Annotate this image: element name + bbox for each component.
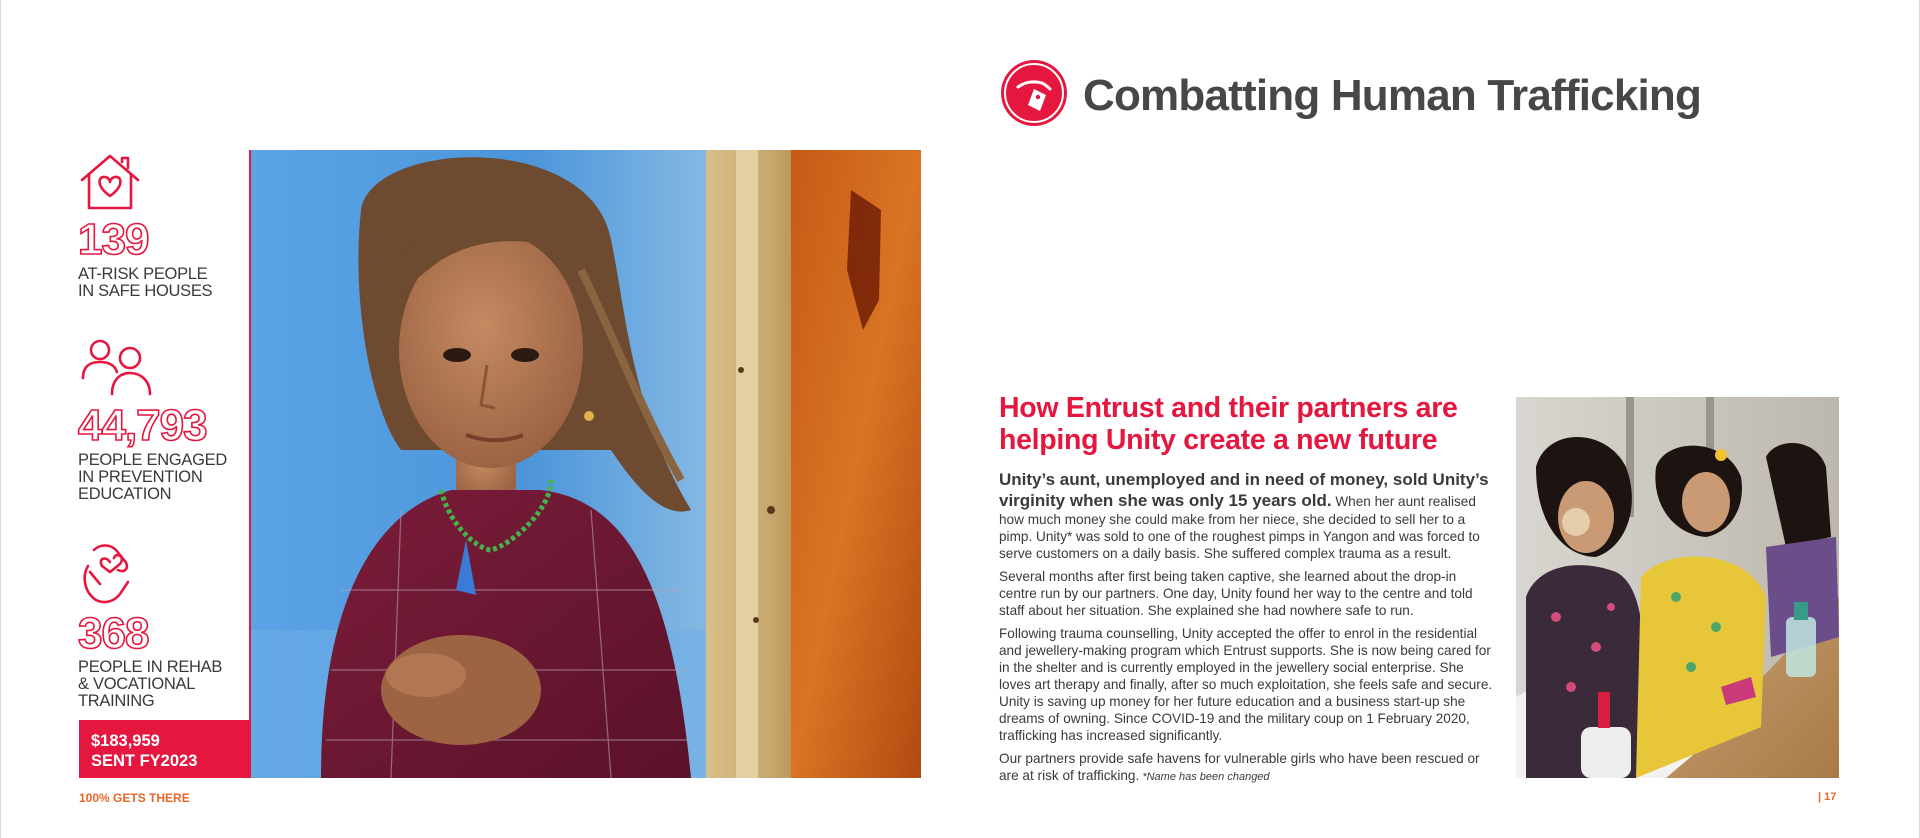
story-body [999, 469, 1494, 792]
trafficking-badge-icon [1000, 59, 1068, 127]
story-paragraph-4-text: Our partners provide safe havens for vulnerable girls who have been rescued or are at risk of trafficking. [999, 751, 1480, 783]
story-paragraph-2: Several months after first being taken captive, she learned about the drop-in centre run by our partners. One day, Unity found her way to the centre and told staff about her situation. She explained she had nowhere safe to run. [999, 569, 1473, 618]
stat-label-prevention: PEOPLE ENGAGED IN PREVENTION EDUCATION [78, 451, 227, 503]
page-number: | 17 [1818, 791, 1837, 803]
girl-portrait-photo [251, 150, 921, 778]
story-paragraph-3: Following trauma counselling, Unity accepted the offer to enrol in the residential and jewellery-making program which Entrust supports. She is now being cared for in the shelter and is currently employed in the jewellery social enterprise. She loves art therapy and finally, after so much exploitation, she feels safe and secure. Unity is saving up money for her future education and a business start-up she dreams of owning. Since COVID-19 and the military coup on 1 February 2020, trafficking has increased significantly. [999, 626, 1493, 743]
page-title: Combatting Human Trafficking [1083, 71, 1702, 120]
house-heart-icon [78, 152, 142, 212]
amount-label: SENT FY2023 [91, 752, 198, 770]
story-footnote: *Name has been changed [1139, 771, 1270, 783]
amount-value: $183,959 [91, 732, 160, 750]
story-paragraph-1 [999, 469, 1494, 562]
stat-value-prevention: 44,793 [78, 401, 207, 450]
stat-label-rehab: PEOPLE IN REHAB & VOCATIONAL TRAINING [78, 658, 223, 710]
page-edge-left [0, 0, 1, 838]
story-paragraph-1-rest: When her aunt realised how much money she could make from her niece, she decided to sell her to a pimp. Unity* was sold to one of the roughest pimps in Yangon and was forced to serve customers on a daily basis. She suffered complex trauma as a result. [999, 494, 1480, 561]
amount-sent-box [79, 720, 251, 778]
stat-value-rehab: 368 [78, 609, 149, 658]
people-icon [80, 338, 156, 396]
stat-label-safe-houses: AT-RISK PEOPLE IN SAFE HOUSES [78, 265, 213, 300]
story-heading: How Entrust and their partners are helping Unity create a new future [999, 392, 1458, 456]
story-paragraph-4 [999, 750, 1494, 786]
footer-tagline: 100% GETS THERE [79, 791, 190, 805]
story-lead: Unity’s aunt, unemployed and in need of money, sold Unity’s virginity when she was only 15 years old. [999, 470, 1489, 510]
hand-heart-icon [80, 542, 136, 606]
stat-value-safe-houses: 139 [78, 215, 149, 264]
jewellery-workshop-photo [1516, 397, 1839, 778]
